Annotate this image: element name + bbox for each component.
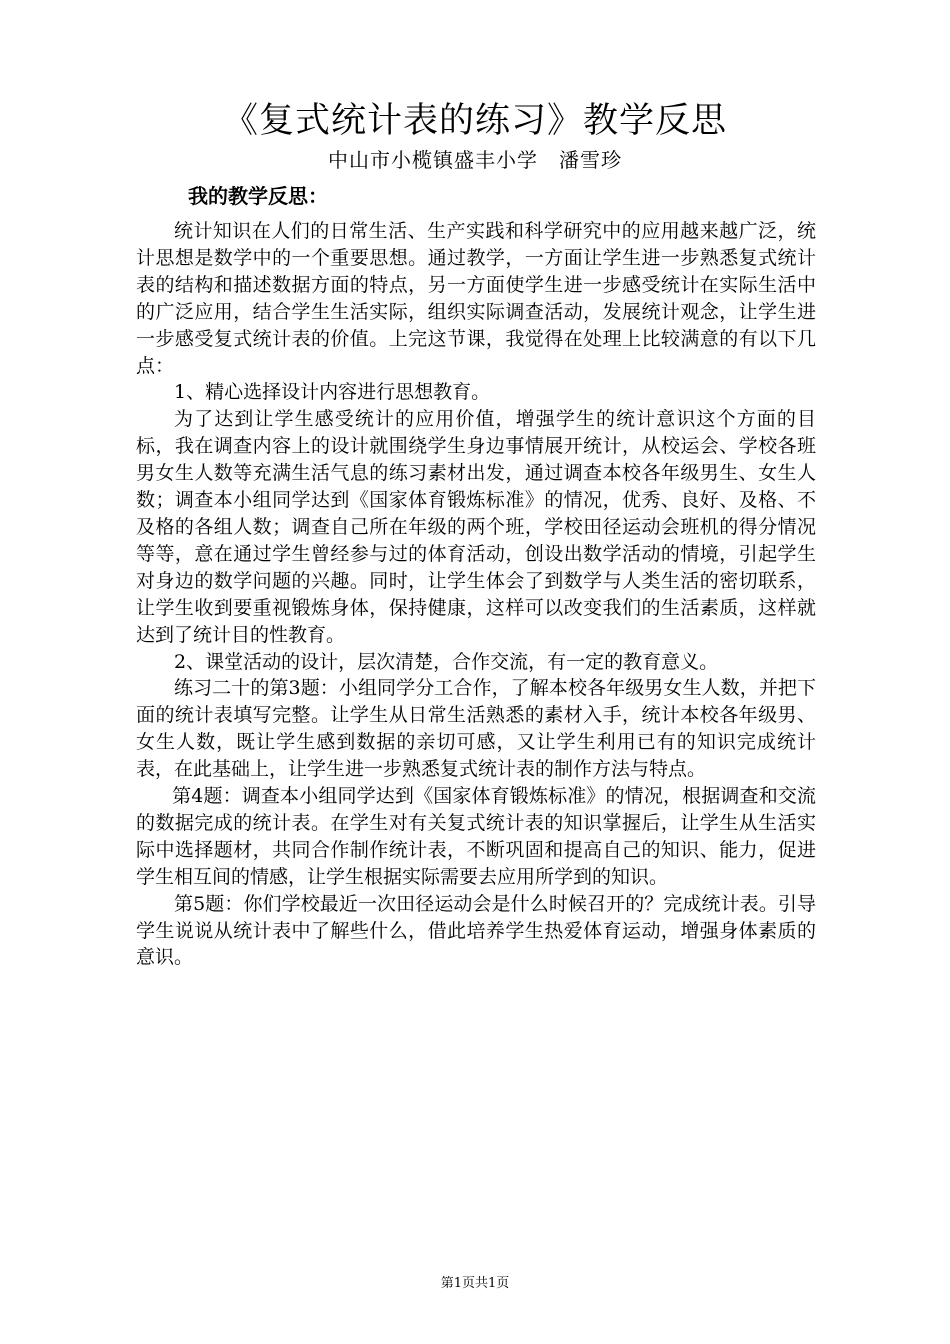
paragraph: 1、精心选择设计内容进行思想教育。	[174, 381, 491, 404]
paragraph: 练习二十的第3题：小组同学分工合作，了解本校各年级男女生人数，并把下面的统计表填写完整。让学生从日常生活熟悉的素材入手，统计本校各年级男、女生人数，既让学生感到数据的亲切可感，又让学生利用已有的知识完成统计表，在此基础上，让学生进一步熟悉复式统计表的制作方法与特点。	[136, 677, 816, 781]
paragraph: 2、课堂活动的设计，层次清楚，合作交流，有一定的教育意义。	[174, 650, 719, 673]
body-text	[136, 218, 816, 971]
paragraph: 第4题：调查本小组同学达到《国家体育锻炼标准》的情况，根据调查和交流的数据完成的统计表。在学生对有关复式统计表的知识掌握后，让学生从生活实际中选择题材，共同合作制作统计表，不断巩固和提高自己的知识、能力，促进学生相互间的情感，让学生根据实际需要去应用所学到的知识。	[136, 785, 816, 888]
author-line: 中山市小榄镇盛丰小学 潘雪珍	[328, 148, 622, 172]
paragraph: 为了达到让学生感受统计的应用价值，增强学生的统计意识这个方面的目标，我在调查内容上的设计就围绕学生身边事情展开统计，从校运会、学校各班男女生人数等充满生活气息的练习素材出发，通过调查本校各年级男生、女生人数；调查本小组同学达到《国家体育锻炼标准》的情况，优秀、良好、及格、不及格的各组人数；调查自己所在年级的两个班，学校田径运动会班机的得分情况等等，意在通过学生曾经参与过的体育活动，创设出数学活动的情境，引起学生对身边的数学问题的兴趣。同时，让学生体会了到数学与人类生活的密切联系，让学生收到要重视锻炼身体，保持健康，这样可以改变我们的生活素质，这样就达到了统计目的性教育。	[136, 408, 816, 646]
page-footer: 第1页共1页	[440, 1276, 510, 1291]
paragraph: 统计知识在人们的日常生活、生产实践和科学研究中的应用越来越广泛，统计思想是数学中的一个重要思想。通过教学，一方面让学生进一步熟悉复式统计表的结构和描述数据方面的特点，另一方面使学生进一步感受统计在实际生活中的广泛应用，结合学生生活实际，组织实际调查活动，发展统计观念，让学生进一步感受复式统计表的价值。上完这节课，我觉得在处理上比较满意的有以下几点：	[136, 220, 816, 377]
section-heading: 我的教学反思：	[188, 184, 328, 208]
document-title: 《复式统计表的练习》教学反思	[222, 101, 727, 141]
paragraph: 第5题：你们学校最近一次田径运动会是什么时候召开的？完成统计表。引导学生说说从统计表中了解些什么，借此培养学生热爱体育运动，增强身体素质的意识。	[136, 892, 816, 969]
